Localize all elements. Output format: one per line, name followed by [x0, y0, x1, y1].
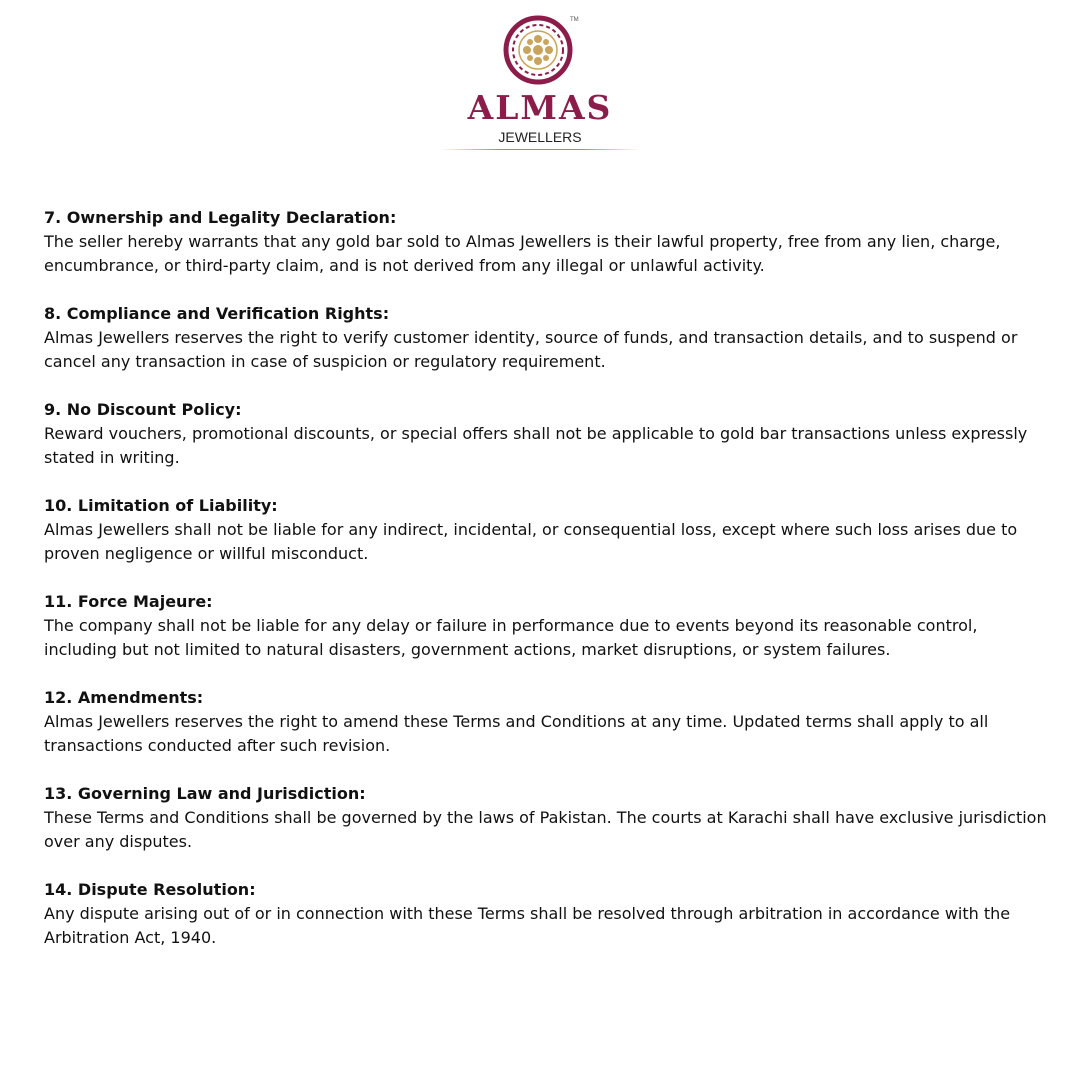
section-heading: 12. Amendments:	[44, 688, 204, 707]
terms-section	[44, 686, 1054, 758]
brand-name: ALMAS	[467, 88, 613, 127]
section-heading: 14. Dispute Resolution:	[44, 880, 256, 899]
terms-section	[44, 782, 1054, 854]
brand-logo	[0, 12, 1080, 158]
svg-text:TM: TM	[570, 17, 579, 23]
logo-emblem-icon	[498, 12, 582, 88]
section-body: These Terms and Conditions shall be governed by the laws of Pakistan. The courts at Karachi shall have exclusive jurisdiction over any disputes.	[44, 808, 1047, 851]
section-body: The company shall not be liable for any delay or failure in performance due to events beyond its reasonable control, including but not limited to natural disasters, government actions, market disruptions, or system failures.	[44, 616, 978, 659]
section-body: Any dispute arising out of or in connection with these Terms shall be resolved through arbitration in accordance with the Arbitration Act, 1940.	[44, 904, 1011, 947]
section-heading: 10. Limitation of Liability:	[44, 496, 278, 515]
terms-section	[44, 398, 1054, 470]
section-body: Almas Jewellers shall not be liable for any indirect, incidental, or consequential loss, except where such loss arises due to proven negligence or willful misconduct.	[44, 520, 1018, 563]
terms-section	[44, 878, 1054, 950]
section-heading: 8. Compliance and Verification Rights:	[44, 304, 390, 323]
terms-section	[44, 206, 1054, 278]
terms-section	[44, 494, 1054, 566]
section-body: Almas Jewellers reserves the right to amend these Terms and Conditions at any time. Updated terms shall apply to all transactions conducted after such revision.	[44, 712, 989, 755]
terms-section	[44, 590, 1054, 662]
brand-subtitle: JEWELLERS	[498, 129, 582, 145]
section-heading: 13. Governing Law and Jurisdiction:	[44, 784, 366, 803]
section-heading: 9. No Discount Policy:	[44, 400, 242, 419]
terms-section	[44, 302, 1054, 374]
section-body: Almas Jewellers reserves the right to verify customer identity, source of funds, and transaction details, and to suspend or cancel any transaction in case of suspicion or regulatory requirement.	[44, 328, 1018, 371]
terms-content	[44, 206, 1054, 974]
section-body: Reward vouchers, promotional discounts, or special offers shall not be applicable to gold bar transactions unless expressly stated in writing.	[44, 424, 1028, 467]
section-body: The seller hereby warrants that any gold bar sold to Almas Jewellers is their lawful property, free from any lien, charge, encumbrance, or third-party claim, and is not derived from any illegal or unlawful activity.	[44, 232, 1001, 275]
brand-divider	[440, 149, 640, 150]
section-heading: 11. Force Majeure:	[44, 592, 213, 611]
section-heading: 7. Ownership and Legality Declaration:	[44, 208, 397, 227]
